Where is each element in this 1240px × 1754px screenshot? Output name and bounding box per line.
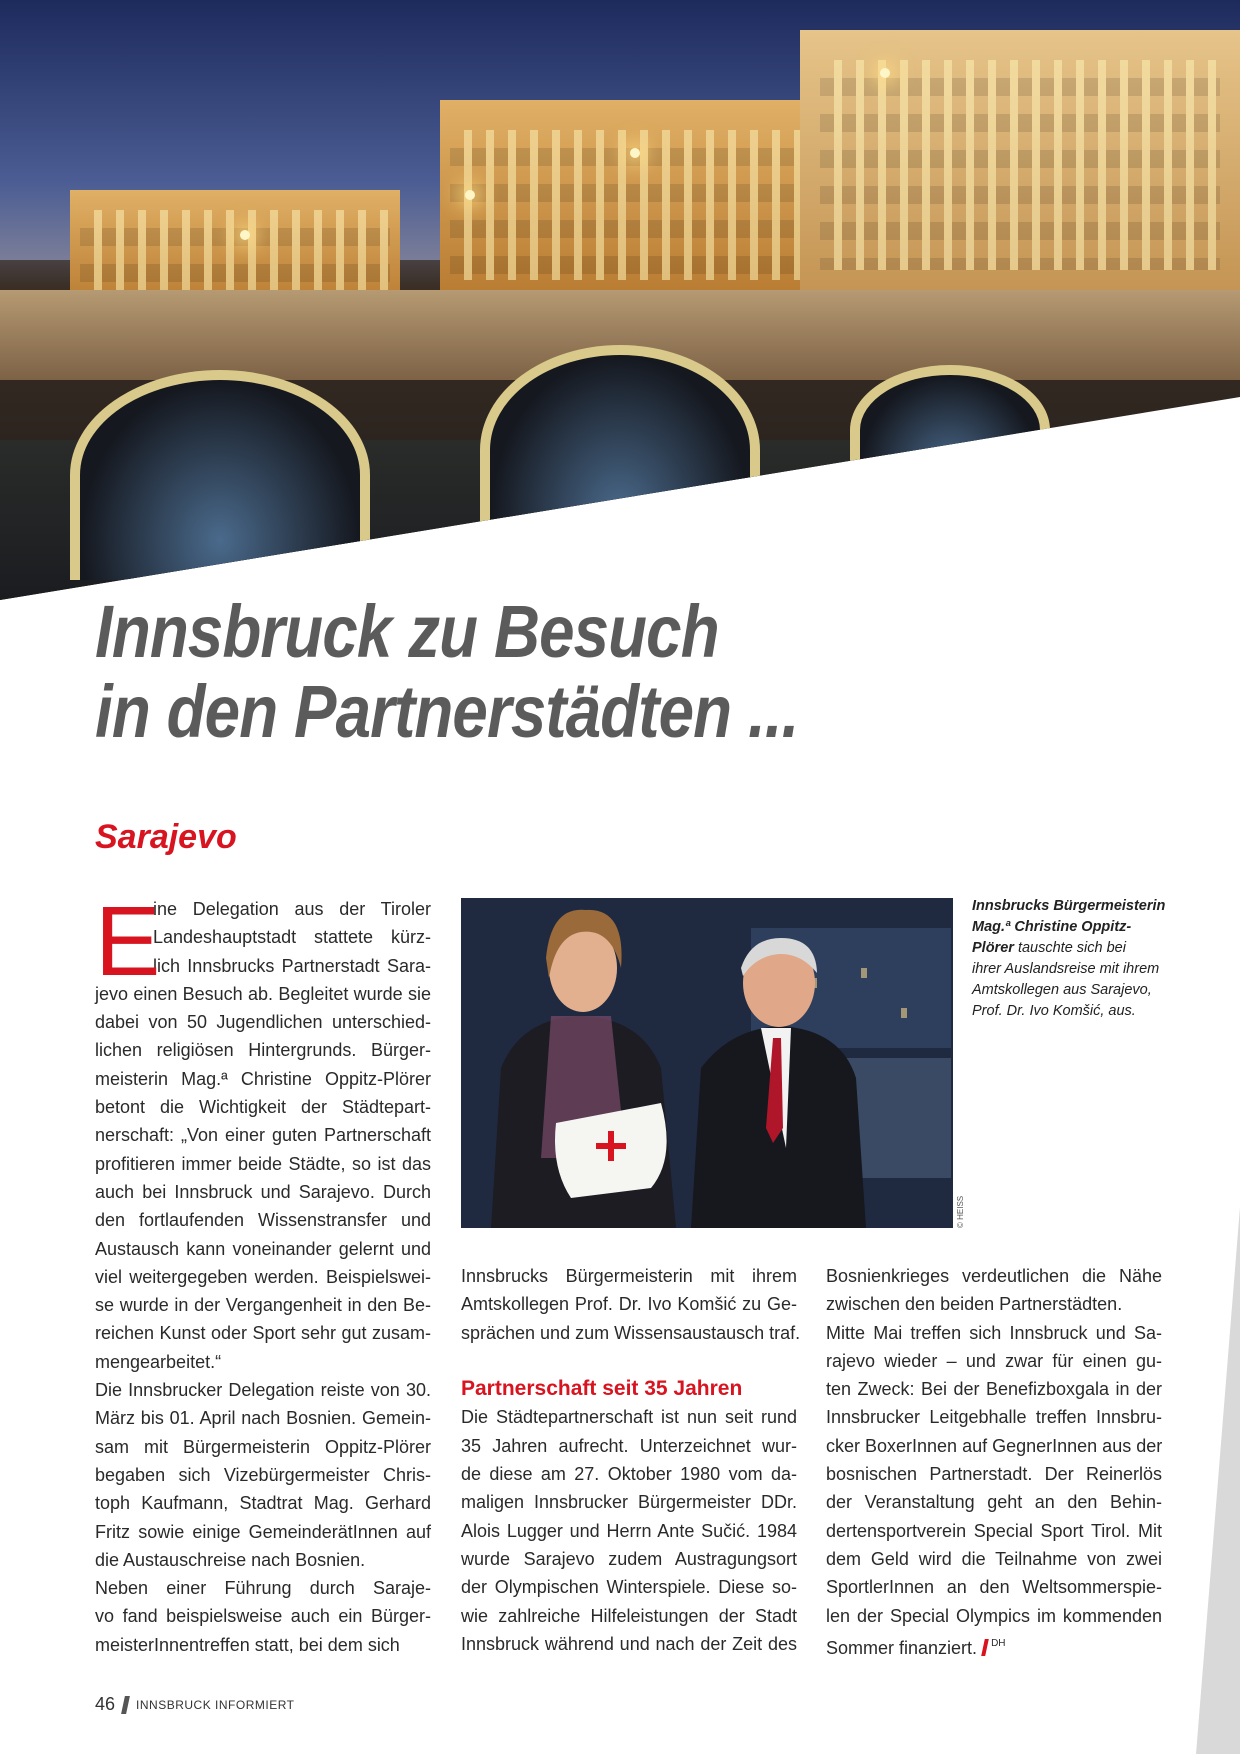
text-line (826, 1602, 1162, 1630)
text-line (826, 1488, 1162, 1516)
text-line (826, 1347, 1162, 1375)
text-line: Austausch kann voneinander gelernt und (95, 1238, 431, 1259)
text-line (826, 1262, 1162, 1290)
text-line-text: Sommer finanziert. (826, 1637, 978, 1658)
bridge-arch (480, 345, 760, 555)
article-column-1 (95, 886, 431, 1659)
text-line: Alois Lugger und Herrn Ante Sučić. 1984 (461, 1520, 797, 1541)
text-line: wurde Sarajevo zudem Austragungsort (461, 1548, 797, 1569)
caption-bold: Mag.ª Christine Oppitz- (972, 919, 1132, 935)
title-line-1: Innsbruck zu Besuch (95, 590, 719, 673)
caption-line: Prof. Dr. Ivo Komšić, aus. (972, 1003, 1136, 1019)
text-line: die Austauschreise nach Bosnien. (95, 1549, 366, 1570)
text-line-text: der Veranstaltung geht an den Behin- (826, 1492, 1162, 1513)
text-line: meisterInnentreffen statt, bei dem sich (95, 1634, 400, 1655)
text-line: sprächen und zum Wissensaustausch traf. (461, 1322, 801, 1343)
text-line (826, 1517, 1162, 1545)
building (800, 30, 1240, 300)
photo-illustration (461, 898, 953, 1228)
hero-photo-sarajevo-bridge (0, 0, 1240, 600)
text-line-text: Mitte Mai treffen sich Innsbruck und Sa- (826, 1322, 1162, 1343)
text-line (826, 1573, 1162, 1601)
text-line: der Olympischen Winterspiele. Diese so- (461, 1577, 797, 1598)
text-line: begaben sich Vizebürgermeister Chris- (95, 1464, 431, 1485)
spacer (461, 1347, 797, 1375)
slash-divider (121, 1696, 130, 1714)
photo-caption (972, 896, 1172, 1022)
building (440, 100, 820, 300)
text-line: profitieren immer beide Städte, so ist das (95, 1153, 431, 1174)
text-line: vo fand beispielsweise auch ein Bürger- (95, 1606, 431, 1627)
text-line-text: zwischen den beiden Partnerstädten. (826, 1294, 1123, 1315)
text-line: 35 Jahren aufrecht. Unterzeichnet wur- (461, 1435, 797, 1456)
text-line-text: bosnischen Partnerstadt. Der Reinerlös (826, 1464, 1162, 1485)
text-line: Neben einer Führung durch Saraje- (95, 1578, 431, 1599)
article-column-2 (461, 1262, 801, 1658)
text-line-text: Bosnienkrieges verdeutlichen die Nähe (826, 1266, 1162, 1286)
caption-text: tauschte sich bei (1013, 940, 1126, 956)
caption-line: ihrer Auslandsreise mit ihrem (972, 961, 1160, 977)
text-line-text: cker BoxerInnen auf GegnerInnen aus der (826, 1435, 1163, 1456)
text-line: lichen religiösen Hintergrunds. Bürger- (95, 1040, 431, 1061)
text-line: Innsbrucks Bürgermeisterin mit ihrem (461, 1266, 797, 1286)
end-mark (981, 1639, 989, 1656)
text-line-text: dertensportverein Special Sport Tirol. Mit (826, 1520, 1162, 1541)
text-line (826, 1460, 1162, 1488)
text-line (826, 1319, 1162, 1347)
subheading: Partnerschaft seit 35 Jahren (461, 1377, 743, 1401)
page-edge-decoration (1196, 1207, 1240, 1754)
text-line (826, 1432, 1162, 1460)
text-line-text: Innsbrucker Leitgebhalle treffen Innsbru- (826, 1407, 1162, 1428)
article-column-3 (826, 1262, 1162, 1658)
street-lamp (630, 148, 640, 158)
text-line: toph Kaufmann, Stadtrat Mag. Gerhard (95, 1493, 431, 1514)
photo-credit: © HEISS (956, 1195, 965, 1228)
street-lamp (240, 230, 250, 240)
page-title (95, 592, 798, 752)
section-heading: Sarajevo (95, 818, 237, 856)
street-lamp (465, 190, 475, 200)
text-line: lich Innsbrucks Partnerstadt Sara- (153, 955, 431, 976)
street-lamp (880, 68, 890, 78)
text-line: de diese am 27. Oktober 1980 vom da- (461, 1464, 797, 1485)
text-line (826, 1403, 1162, 1431)
text-line: Landeshauptstadt stattete kürz- (153, 927, 431, 948)
caption-line (972, 938, 1172, 959)
title-line-2: in den Partnerstädten ... (95, 670, 799, 753)
author-initials: DH (991, 1637, 1006, 1649)
text-line (826, 1375, 1162, 1403)
text-line: Innsbruck während und nach der Zeit des (461, 1633, 797, 1654)
caption-bold: Plörer (972, 940, 1014, 956)
text-line: März bis 01. April nach Bosnien. Gemein- (95, 1408, 431, 1429)
text-line: Die Innsbrucker Delegation reiste von 30. (95, 1380, 431, 1401)
text-line: mengearbeitet.“ (95, 1351, 222, 1372)
text-line-text: SportlerInnen an den Weltsommerspie- (826, 1577, 1162, 1598)
text-line: meisterin Mag.ª Christine Oppitz-Plörer (95, 1068, 431, 1089)
text-line: nerschaft: „Von einer guten Partnerschaft (95, 1125, 431, 1146)
caption-line (972, 896, 1172, 917)
bridge-arch (70, 370, 370, 580)
text-line: Fritz sowie einige GemeinderätInnen auf (95, 1521, 431, 1542)
text-line: jevo einen Besuch ab. Begleitet wurde sie (95, 983, 431, 1004)
text-line: sam mit Bürgermeisterin Oppitz-Plörer (95, 1436, 431, 1457)
text-line: viel weitergegeben werden. Beispielswei- (95, 1266, 431, 1287)
text-line: den fortlaufenden Wissenstransfer und (95, 1210, 431, 1231)
text-line: dabei von 50 Jugendlichen unterschied- (95, 1012, 431, 1033)
text-line: wie zahlreiche Hilfeleistungen der Stadt (461, 1605, 797, 1626)
text-line-text: rajevo wieder – und zwar für einen gu- (826, 1350, 1162, 1371)
text-line: auch bei Innsbruck und Sarajevo. Durch (95, 1181, 431, 1202)
drop-cap: E (95, 886, 161, 996)
text-line-text: len der Special Olympics im kommenden (826, 1605, 1162, 1626)
caption-bold: Innsbrucks Bürgermeisterin (972, 898, 1166, 914)
text-line: betont die Wichtigkeit der Städtepart- (95, 1097, 431, 1118)
page-number: 46 (95, 1694, 116, 1714)
text-line (826, 1290, 1162, 1318)
text-line: Die Städtepartnerschaft ist nun seit rund (461, 1407, 797, 1428)
photo-mayors (461, 898, 953, 1228)
text-line: maligen Innsbrucker Bürgermeister DDr. (461, 1492, 797, 1513)
text-line: reichen Kunst oder Sport sehr gut zusam- (95, 1323, 431, 1344)
text-line: Amtskollegen Prof. Dr. Ivo Komšić zu Ge- (461, 1294, 797, 1315)
caption-line: Amtskollegen aus Sarajevo, (972, 982, 1152, 998)
page-footer (95, 1694, 294, 1715)
text-line (826, 1630, 1162, 1658)
text-line-text: ten Zweck: Bei der Benefizboxgala in der (826, 1379, 1162, 1400)
text-line: se wurde in der Vergangenheit in den Be- (95, 1295, 431, 1316)
text-line (826, 1545, 1162, 1573)
text-line-text: dem Geld wird die Teilnahme von zwei (826, 1548, 1162, 1569)
caption-line (972, 917, 1172, 938)
text-line: ine Delegation aus der Tiroler (153, 899, 431, 919)
bridge-arch (850, 365, 1050, 495)
publication-name: INNSBRUCK INFORMIERT (136, 1697, 295, 1712)
